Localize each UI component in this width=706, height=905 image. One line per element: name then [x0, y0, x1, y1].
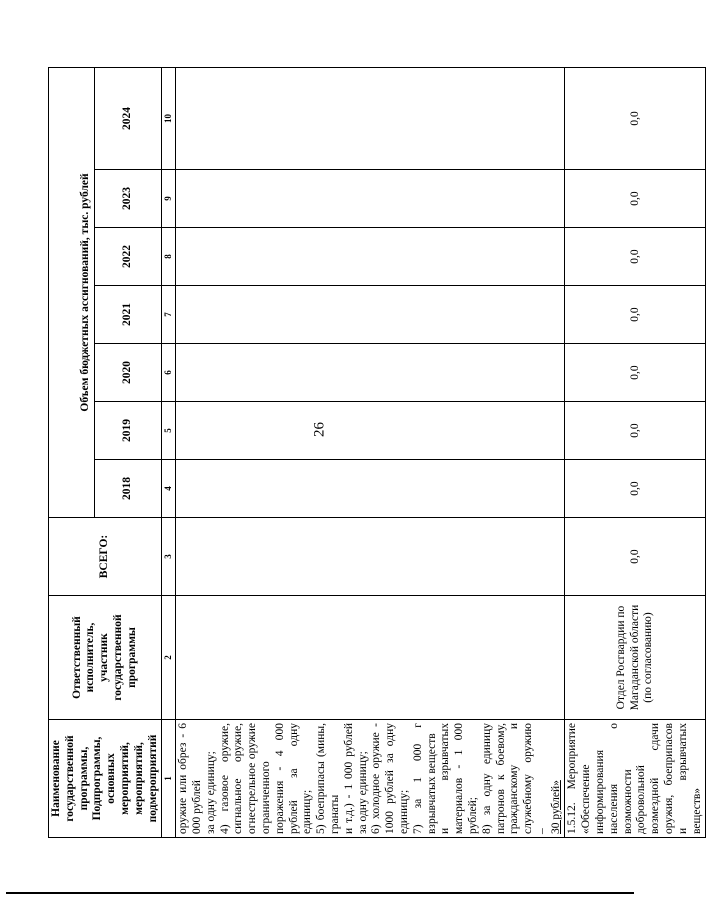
description-line: за одну единицу;	[204, 751, 217, 834]
cell-value: 0,0	[565, 460, 706, 518]
description-line: оружие или обрез - 6 000 рублей	[177, 723, 203, 834]
column-number: 5	[162, 402, 176, 460]
header-year: 2024	[94, 67, 162, 169]
column-number: 4	[162, 460, 176, 518]
header-name: Наименование государственной программы, Подпрограммы, основных мероприятий, мероприятий, подмероприятий	[49, 720, 162, 838]
description-line: и взрывчатых материалов - 1 000 рублей;	[439, 723, 479, 834]
budget-table-rotated	[48, 68, 703, 838]
header-year: 2019	[94, 402, 162, 460]
row-executor	[176, 596, 565, 720]
description-line: 5) боеприпасы (мины, гранаты	[315, 723, 341, 834]
cell-value: 0,0	[565, 170, 706, 228]
cell-value	[176, 402, 565, 460]
cell-total: 0,0	[565, 518, 706, 596]
column-number: 3	[162, 518, 176, 596]
description-line: и т.д.) - 1 000 рублей за одну единицу;	[342, 723, 369, 834]
table-row	[176, 67, 565, 837]
page-number: 26	[311, 422, 328, 437]
cell-value: 0,0	[565, 286, 706, 344]
header-executor: Ответственный исполнитель, участник государственной программы	[49, 596, 162, 720]
row-description	[176, 720, 565, 838]
description-line: 4) газовое оружие, сигнальное оружие, огнестрельное оружие ограниченного поражения - 4 000 рублей за одну единицу;	[218, 723, 314, 834]
cell-value	[176, 170, 565, 228]
description-line: 7) за 1 000 г взрывчатых веществ	[411, 723, 438, 834]
cell-value	[176, 228, 565, 286]
cell-value: 0,0	[565, 344, 706, 402]
cell-value: 0,0	[565, 402, 706, 460]
cell-value	[176, 460, 565, 518]
row-description	[565, 720, 706, 838]
budget-table	[48, 67, 706, 838]
cell-value	[176, 67, 565, 169]
bottom-rule	[6, 892, 634, 894]
header-total: ВСЕГО:	[49, 518, 162, 596]
header-year: 2021	[94, 286, 162, 344]
header-year: 2023	[94, 170, 162, 228]
row-executor: Отдел Росгвардии по Магаданской области (по согласованию)	[565, 596, 706, 720]
column-number: 8	[162, 228, 176, 286]
cell-total	[176, 518, 565, 596]
header-year: 2022	[94, 228, 162, 286]
column-number: 10	[162, 67, 176, 169]
cell-value: 0,0	[565, 228, 706, 286]
column-number: 1	[162, 720, 176, 838]
description-line: 1.5.12. Мероприятие «Обеспечение информирования населения о возможности добровольной возмездной сдачи оружия, боеприпасов и взрывчатых веществ»	[566, 723, 703, 834]
description-line: 6) холодное оружие - 1000 рублей за одну единицу;	[370, 723, 410, 834]
table-row	[565, 67, 706, 837]
header-year: 2020	[94, 344, 162, 402]
column-number: 7	[162, 286, 176, 344]
header-year: 2018	[94, 460, 162, 518]
column-numbers-row	[162, 67, 176, 837]
description-line: 8) за одну единицу патронов к боевому, гражданскому и служебному оружию –	[480, 723, 548, 834]
column-number: 9	[162, 170, 176, 228]
cell-value: 0,0	[565, 67, 706, 169]
column-number: 6	[162, 344, 176, 402]
header-budget-group: Объем бюджетных ассигнований, тыс. рублей	[49, 67, 95, 517]
column-number: 2	[162, 596, 176, 720]
description-line: 30 рублей»	[549, 780, 562, 834]
cell-value	[176, 286, 565, 344]
cell-value	[176, 344, 565, 402]
